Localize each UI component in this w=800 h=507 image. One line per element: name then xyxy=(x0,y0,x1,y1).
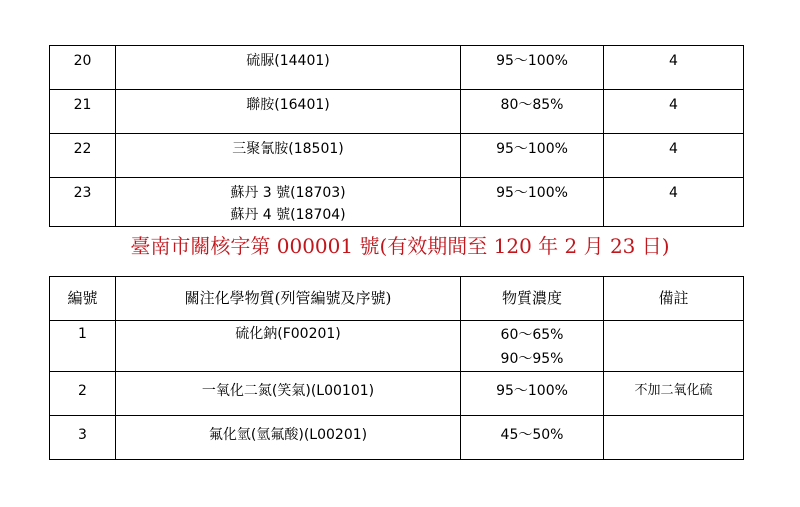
chemical-table-continued xyxy=(49,45,744,227)
remark xyxy=(604,416,744,460)
chemical-name: 三聚氰胺(18501) xyxy=(116,134,461,178)
table-row xyxy=(50,134,744,178)
chemical-name: 聯胺(16401) xyxy=(116,90,461,134)
row-number: 1 xyxy=(50,321,116,372)
row-number: 22 xyxy=(50,134,116,178)
concentration: 95～100% xyxy=(461,134,604,178)
concentration: 95～100% xyxy=(461,372,604,416)
grade: 4 xyxy=(604,46,744,90)
concentration: 80～85% xyxy=(461,90,604,134)
table-row xyxy=(50,321,744,372)
table-row xyxy=(50,90,744,134)
row-number: 20 xyxy=(50,46,116,90)
permit-title: 臺南市關核字第 000001 號(有效期間至 120 年 2 月 23 日) xyxy=(130,234,670,258)
table-row xyxy=(50,372,744,416)
chemical-name: 蘇丹 3 號(18703) 蘇丹 4 號(18704) xyxy=(116,178,461,227)
chemical-name: 硫化鈉(F00201) xyxy=(116,321,461,372)
row-number: 2 xyxy=(50,372,116,416)
concentration: 95～100% xyxy=(461,46,604,90)
header-concentration: 物質濃度 xyxy=(461,277,604,321)
header-number: 編號 xyxy=(50,277,116,321)
concentration: 45～50% xyxy=(461,416,604,460)
concentration: 95～100% xyxy=(461,178,604,227)
table-row xyxy=(50,416,744,460)
grade: 4 xyxy=(604,134,744,178)
row-number: 21 xyxy=(50,90,116,134)
chemical-table xyxy=(49,276,744,460)
table-row xyxy=(50,46,744,90)
table-header-row xyxy=(50,277,744,321)
row-number: 23 xyxy=(50,178,116,227)
concentration: 60～65% 90～95% xyxy=(461,321,604,372)
header-chemical: 關注化學物質(列管編號及序號) xyxy=(116,277,461,321)
remark: 不加二氧化硫 xyxy=(604,372,744,416)
chemical-name: 硫脲(14401) xyxy=(116,46,461,90)
row-number: 3 xyxy=(50,416,116,460)
chemical-name: 一氧化二氮(笑氣)(L00101) xyxy=(116,372,461,416)
chemical-name: 氟化氫(氫氟酸)(L00201) xyxy=(116,416,461,460)
grade: 4 xyxy=(604,178,744,227)
header-remark: 備註 xyxy=(604,277,744,321)
grade: 4 xyxy=(604,90,744,134)
table-row xyxy=(50,178,744,227)
remark xyxy=(604,321,744,372)
